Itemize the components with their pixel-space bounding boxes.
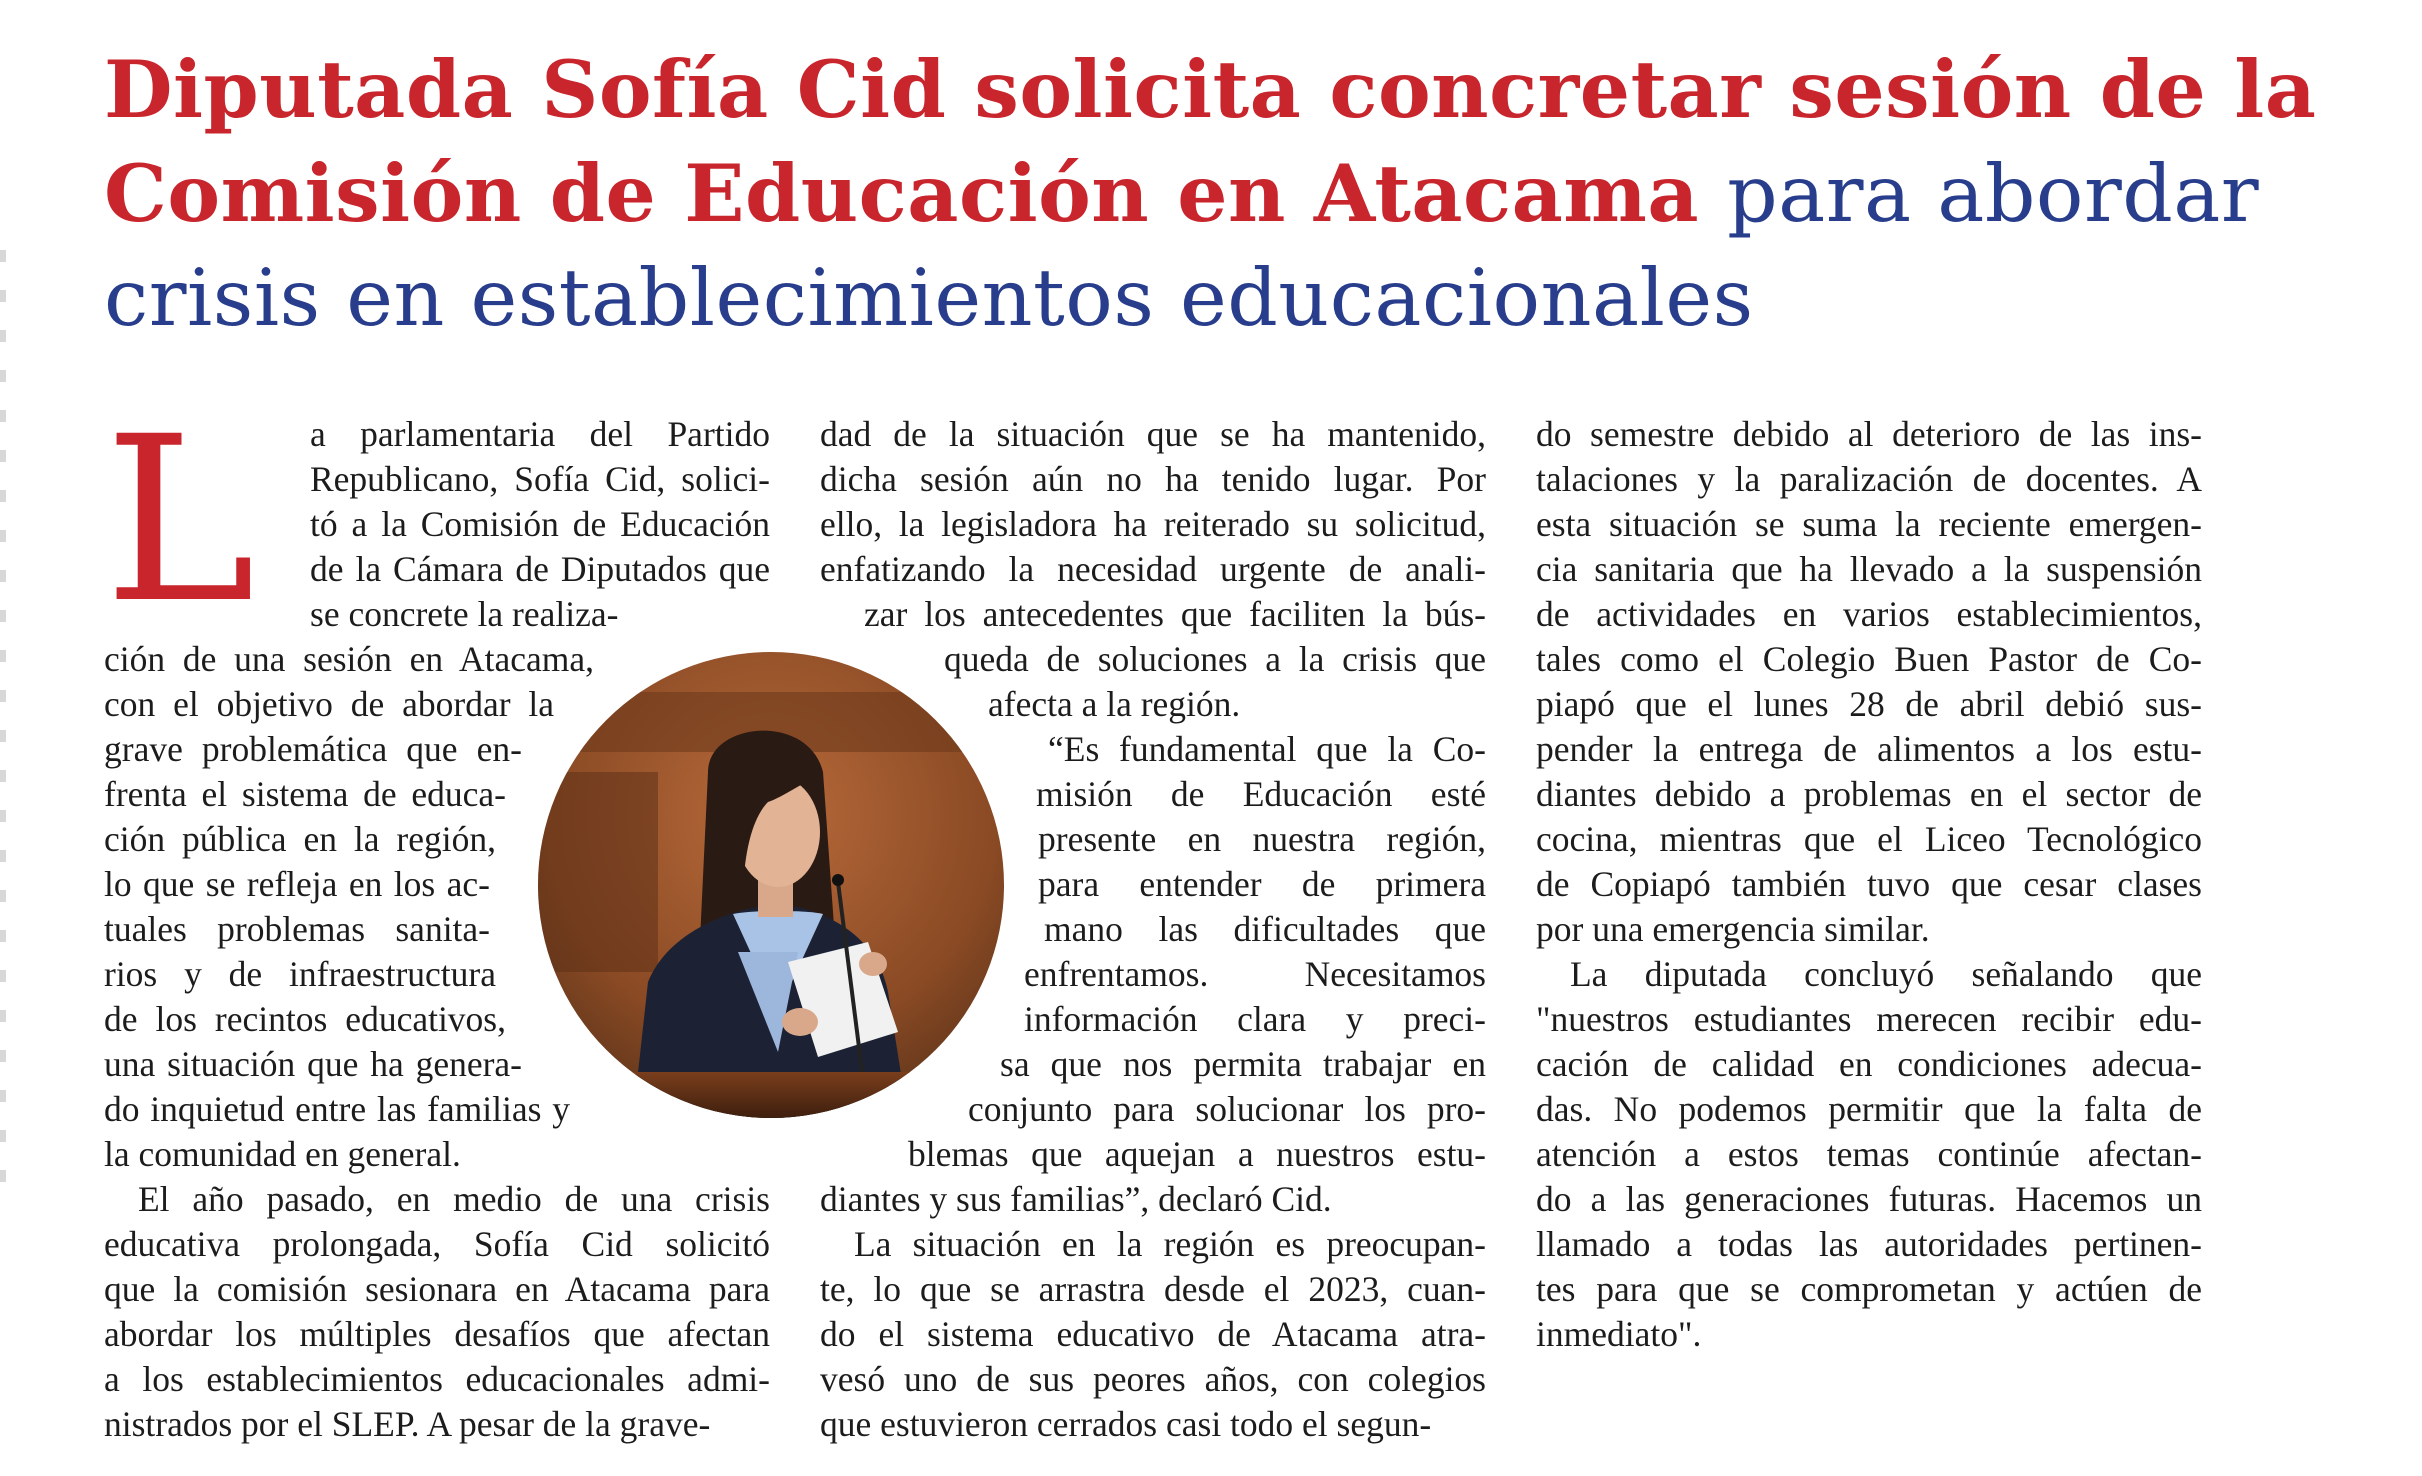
article-line: "nuestros estudiantes merecen recibir edu- — [1536, 999, 2202, 1039]
headline — [104, 38, 2344, 350]
article-line: a los establecimientos educacionales admi- — [104, 1359, 770, 1399]
article-line: para entender de primera — [1038, 864, 1486, 904]
article-line: afecta a la región. — [988, 684, 1241, 724]
article-line: información clara y preci- — [1024, 999, 1486, 1039]
article-line: nistrados por el SLEP. A pesar de la grave- — [104, 1404, 711, 1444]
article-line: talaciones y la paralización de docentes. A — [1536, 459, 2202, 499]
article-line: de Copiapó también tuvo que cesar clases — [1536, 864, 2202, 904]
article-line: piapó que el lunes 28 de abril debió sus- — [1536, 684, 2202, 724]
article-line: das. No podemos permitir que la falta de — [1536, 1089, 2202, 1129]
article-line: lo que se refleja en los ac- — [104, 864, 490, 904]
article-column-3 — [1536, 412, 2202, 1357]
article-line: zar los antecedentes que faciliten la bús- — [864, 594, 1486, 634]
article-line: de los recintos educativos, — [104, 999, 506, 1039]
headline-blue-part: para abordar crisis en establecimientos educacionales — [104, 148, 2260, 344]
article-line: sa que nos permita trabajar en — [1000, 1044, 1486, 1084]
article-line: cia sanitaria que ha llevado a la suspensión — [1536, 549, 2202, 589]
article-line: cocina, mientras que el Liceo Tecnológico — [1536, 819, 2202, 859]
article-line: se concrete la realiza- — [310, 594, 619, 634]
article-line: mano las dificultades que — [1044, 909, 1486, 949]
article-line: enfatizando la necesidad urgente de anali- — [820, 549, 1486, 589]
article-line: frenta el sistema de educa- — [104, 774, 506, 814]
article-line: por una emergencia similar. — [1536, 909, 1930, 949]
article-line: atención a estos temas continúe afectan- — [1536, 1134, 2202, 1174]
article-line: diantes y sus familias”, declaró Cid. — [820, 1179, 1332, 1219]
article-line: de la Cámara de Diputados que — [310, 549, 770, 589]
article-line: conjunto para solucionar los pro- — [968, 1089, 1486, 1129]
article-line: do a las generaciones futuras. Hacemos un — [1536, 1179, 2202, 1219]
article-line: esta situación se suma la reciente emergen- — [1536, 504, 2202, 544]
article-line: te, lo que se arrastra desde el 2023, cuan- — [820, 1269, 1486, 1309]
article-line: rios y de infraestructura — [104, 954, 496, 994]
article-line: ello, la legisladora ha reiterado su solicitud, — [820, 504, 1486, 544]
headline-red-part: Diputada Sofía Cid solicita concretar sesión de la Comisión de Educación en Atacama — [104, 43, 2317, 240]
article-line: La situación en la región es preocupan- — [854, 1224, 1486, 1264]
article-line: una situación que ha genera- — [104, 1044, 522, 1084]
article-line: La diputada concluyó señalando que — [1570, 954, 2202, 994]
article-line: presente en nuestra región, — [1038, 819, 1486, 859]
article-line: de actividades en varios establecimientos, — [1536, 594, 2202, 634]
article-line: pender la entrega de alimentos a los estu- — [1536, 729, 2202, 769]
article-line: que estuvieron cerrados casi todo el segun- — [820, 1404, 1432, 1444]
article-line: abordar los múltiples desafíos que afectan — [104, 1314, 770, 1354]
article-line: que la comisión sesionara en Atacama para — [104, 1269, 770, 1309]
article-line: inmediato". — [1536, 1314, 1702, 1354]
article-line: Republicano, Sofía Cid, solici- — [310, 459, 770, 499]
article-line: enfrentamos. Necesitamos — [1024, 954, 1486, 994]
drop-cap: L — [104, 387, 256, 653]
article-line: tes para que se comprometan y actúen de — [1536, 1269, 2202, 1309]
article-line: do semestre debido al deterioro de las ins- — [1536, 414, 2202, 454]
article-line: dad de la situación que se ha mantenido, — [820, 414, 1486, 454]
article-line: misión de Educación esté — [1036, 774, 1486, 814]
article-line: do inquietud entre las familias y — [104, 1089, 570, 1129]
article-line: queda de soluciones a la crisis que — [944, 639, 1486, 679]
article-line: ción pública en la región, — [104, 819, 496, 859]
article-line: tuales problemas sanita- — [104, 909, 490, 949]
article-line: tó a la Comisión de Educación — [310, 504, 770, 544]
article-line: dicha sesión aún no ha tenido lugar. Por — [820, 459, 1486, 499]
article-line: llamado a todas las autoridades pertinen- — [1536, 1224, 2202, 1264]
article-line: con el objetivo de abordar la — [104, 684, 554, 724]
article-line: grave problemática que en- — [104, 729, 522, 769]
article-line: blemas que aquejan a nuestros estu- — [908, 1134, 1486, 1174]
article-column-1 — [104, 387, 770, 1447]
article-line: la comunidad en general. — [104, 1134, 461, 1174]
article-line: do el sistema educativo de Atacama atra- — [820, 1314, 1486, 1354]
article-line: a parlamentaria del Partido — [310, 414, 770, 454]
article-line: vesó uno de sus peores años, con colegios — [820, 1359, 1486, 1399]
article-line: El año pasado, en medio de una crisis — [138, 1179, 770, 1219]
article-line: tales como el Colegio Buen Pastor de Co- — [1536, 639, 2202, 679]
article-line: educativa prolongada, Sofía Cid solicitó — [104, 1224, 770, 1264]
article-column-2 — [820, 412, 1486, 1447]
article-line: cación de calidad en condiciones adecua- — [1536, 1044, 2202, 1084]
page-edge-marks — [0, 250, 8, 1470]
article-line: diantes debido a problemas en el sector de — [1536, 774, 2202, 814]
article-line: “Es fundamental que la Co- — [1048, 729, 1486, 769]
article-line: ción de una sesión en Atacama, — [104, 639, 594, 679]
